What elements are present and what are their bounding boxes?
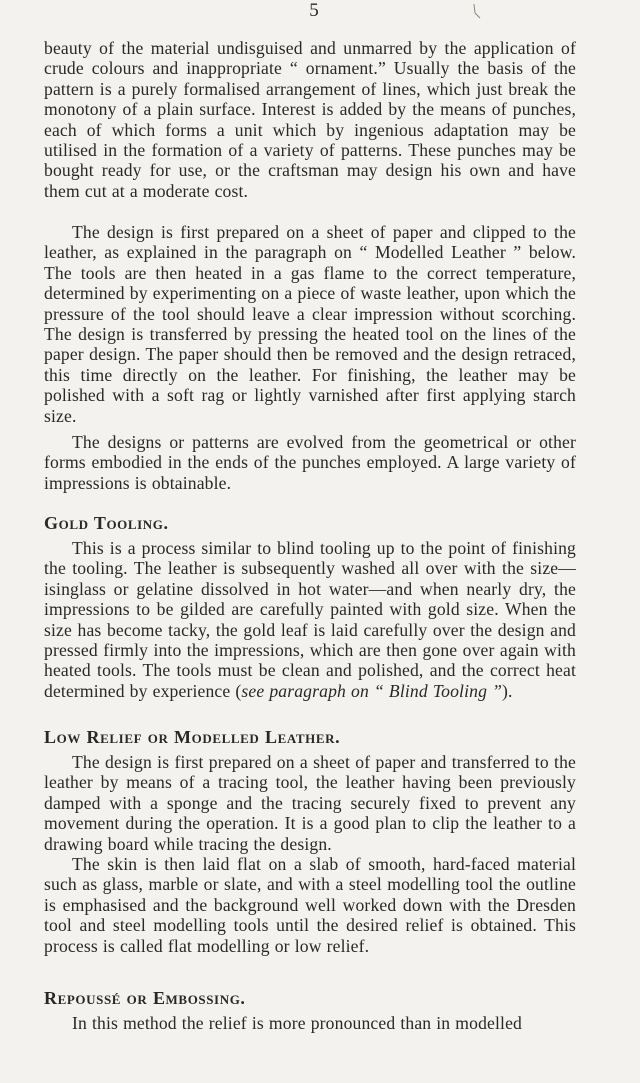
page-number: 5 — [309, 0, 319, 21]
section-heading-gold-tooling: Gold Tooling. — [44, 513, 169, 533]
paragraph-body: The design is first prepared on a sheet of paper and clipped to the leather, as explained in the paragraph on “ Modelled Leather ” below. The tools are then heated in a gas flame to the correct temperature, determined by experimenting on a piece of waste leather, upon which the pressure of the tool should leave a clear impression without scorching. The design is transferred by pressing the heated tool on the lines of the paper design. The paper should then be removed and the design retraced, this time directly on the leather. For finishing, the leather may be polished with a soft rag or lightly varnished after first applying starch size. — [44, 222, 576, 426]
section-low-relief — [44, 727, 576, 747]
paragraph-gold-tooling — [44, 538, 576, 701]
paragraph-body: The designs or patterns are evolved from the geometrical or other forms embodied in the ends of the punches employed. A large variety of impressions is obtainable. — [44, 432, 576, 493]
ink-tick-mark — [472, 3, 482, 19]
paragraph-text-end: ). — [502, 680, 513, 701]
paragraph-repousse — [44, 1013, 576, 1033]
paragraph-reference: see paragraph on “ Blind Tooling ” — [241, 680, 503, 701]
paragraph-body: The design is first prepared on a sheet of paper and transferred to the leather by means of a tracing tool, the leather having been previously damped with a sponge and the tracing securely fixed to prevent any movement during the operation. It is a good plan to clip the leather to a drawing board while tracing the design. — [44, 752, 576, 854]
paragraph-blind-tooling-method — [44, 222, 576, 426]
paragraph-continued — [44, 38, 576, 201]
paragraph-body: In this method the relief is more pronounced than in modelled — [72, 1013, 522, 1033]
paragraph-body: The skin is then laid flat on a slab of smooth, hard-faced material such as glass, marble or slate, and with a steel modelling tool the outline is emphasised and the background well worked down with the Dresden tool and steel modelling tools until the desired relief is obtained. This process is called flat modelling or low relief. — [44, 854, 576, 956]
paragraph-designs — [44, 432, 576, 493]
paragraph-body: beauty of the material undisguised and unmarred by the application of crude colours and inappropriate “ ornament.” Usually the basis of the pattern is a purely formalised arrangement of lines, which just break the monotony of a plain surface. Interest is added by the means of punches, each of which forms a unit which by ingenious adaptation may be utilised in the formation of a variety of patterns. These punches may be bought ready for use, or the craftsman may design his own and have them cut at a moderate cost. — [44, 38, 576, 201]
paragraph-low-relief-modelling — [44, 854, 576, 956]
section-heading-repousse: Repoussé or Embossing. — [44, 988, 246, 1008]
paragraph-body — [44, 538, 576, 701]
section-repousse — [44, 988, 576, 1008]
paragraph-low-relief-transfer — [44, 752, 576, 854]
paragraph-text: This is a process similar to blind tooling up to the point of finishing the tooling. The leather is subsequently washed all over with the size—isinglass or gelatine dissolved in hot water—and when nearly dry, the impressions to be gilded are carefully painted with gold size. When the size has become tacky, the gold leaf is laid carefully over the design and pressed firmly into the impressions, which are then gone over again with heated tools. The tools must be clean and polished, and the correct heat determined by experience ( — [44, 538, 576, 701]
section-heading-low-relief: Low Relief or Modelled Leather. — [44, 727, 341, 747]
section-gold-tooling — [44, 513, 576, 533]
